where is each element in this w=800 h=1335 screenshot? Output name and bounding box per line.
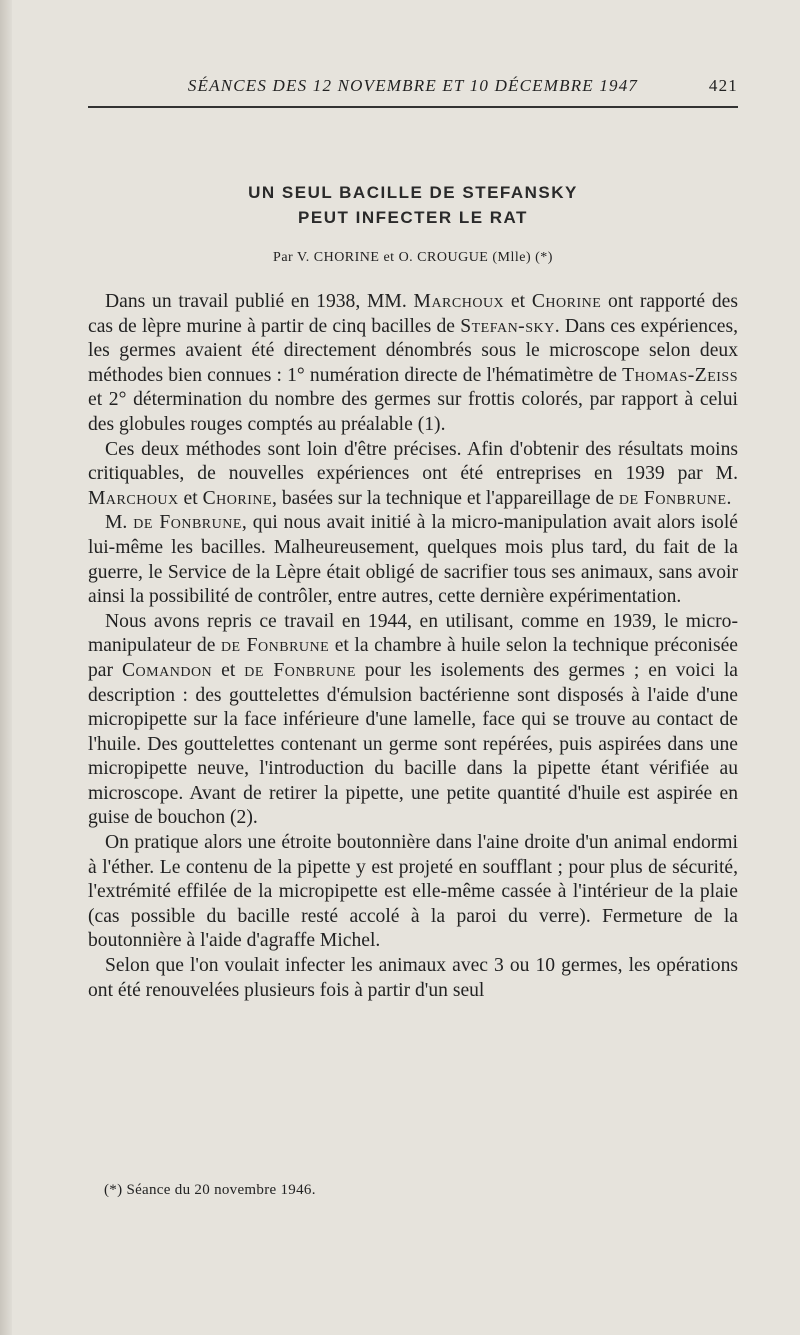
author-name: de Fonbrune — [133, 512, 242, 534]
paragraph-3: M. de Fonbrune, qui nous avait initié à la micro-manipulation avait alors isolé lui-même les bacilles. Malheureusement, quelques mois plus tard, du fait de la guerre, le Service de la Lèpre était obligé de sacrifier tous ses animaux, sans avoir ainsi la possibilité de contrôler, entre autres, cette dernière expérimentation. — [88, 512, 738, 608]
article-title-line-1: UN SEUL BACILLE DE STEFANSKY — [248, 183, 578, 202]
author-name: Thomas-Zeiss — [622, 364, 738, 386]
paragraph-4: Nous avons repris ce travail en 1944, en utilisant, comme en 1939, le micro-manipulateur de de Fonbrune et la chambre à huile selon la technique préconisée par Comandon et de Fonbrune pour les isolements des germes ; en voici la description : des gouttelettes d'émulsion bactérienne sont disposés à l'aide d'une micropipette sur la face inférieure d'une lamelle, face qui se trouve au contact de l'huile. Des gouttelettes contenant un germe sont repérées, puis aspirées dans une micropipette neuve, l'introduction du bacille dans la pipette étant vérifiée au microscope. Avant de retirer la pipette, une petite quantité d'huile est aspirée en guise de bouchon (2). — [88, 610, 738, 829]
article-authors: Par V. CHORINE et O. CROUGUE (Mlle) (*) — [273, 250, 553, 265]
page-binding-edge — [0, 0, 12, 1335]
paragraph-6: Selon que l'on voulait infecter les animaux avec 3 ou 10 germes, les opérations ont été renouvelées plusieurs fois à partir d'un seul — [88, 955, 738, 1001]
footnote: (*) Séance du 20 novembre 1946. — [104, 1182, 316, 1198]
author-name: Chorine — [531, 291, 602, 312]
author-name: Marchoux — [413, 291, 505, 312]
author-name: de Fonbrune — [618, 487, 727, 509]
author-name: Comandon — [121, 659, 213, 681]
author-name: Stefan-sky — [460, 315, 555, 337]
header-rule — [88, 106, 738, 108]
author-name: Marchoux — [88, 487, 179, 509]
paragraph-2: Ces deux méthodes sont loin d'être précises. Afin d'obtenir des résultats moins critiquables, de nouvelles expériences ont été entreprises en 1939 par M. Marchoux et Chorine, basées sur la technique et l'appareillage de de Fonbrune. — [88, 438, 738, 509]
page-number: 421 — [708, 76, 738, 95]
running-header — [88, 76, 738, 102]
article-body — [88, 290, 738, 1003]
article-title-line-2: PEUT INFECTER LE RAT — [298, 208, 528, 227]
author-name: de Fonbrune — [220, 635, 330, 657]
paragraph-1: Dans un travail publié en 1938, MM. Marchoux et Chorine ont rapporté des cas de lèpre murine à partir de cinq bacilles de Stefan-sky. Dans ces expériences, les germes avaient été directement dénombrés sous le microscope selon deux méthodes bien connues : 1° numération directe de l'hématimètre de Thomas-Zeiss et 2° détermination du nombre des germes sur frottis colorés, par rapport à celui des globules rouges comptés au préalable (1). — [88, 291, 738, 435]
author-name: Chorine — [202, 487, 273, 509]
running-title: SÉANCES DES 12 NOVEMBRE ET 10 DÉCEMBRE 1947 — [187, 76, 639, 95]
paragraph-5: On pratique alors une étroite boutonnière dans l'aine droite d'un animal endormi à l'éther. Le contenu de la pipette y est projeté en soufflant ; pour plus de sécurité, l'extrémité effilée de la micropipette est elle-même cassée à l'intérieur de la plaie (cas possible du bacille resté accolé à la paroi du verre). Fermeture de la boutonnière à l'aide d'agraffe Michel. — [88, 832, 738, 952]
article-title — [88, 180, 738, 230]
author-name: de Fonbrune — [244, 659, 356, 681]
